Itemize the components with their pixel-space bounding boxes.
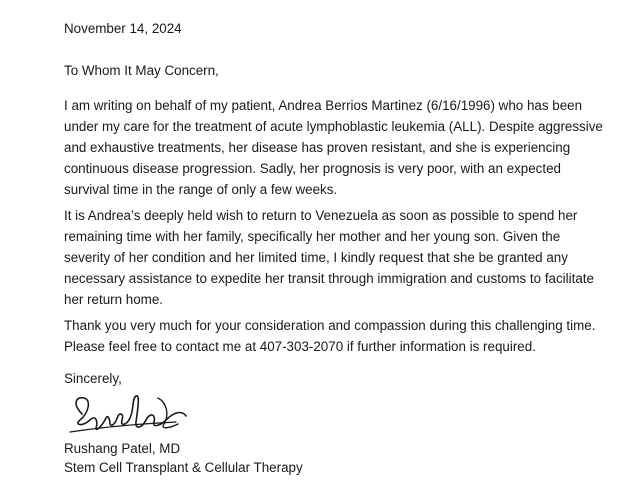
- paragraph-thanks: [64, 315, 595, 357]
- paragraph-line: under my care for the treatment of acute lymphoblastic leukemia (ALL). Despite aggressive: [64, 119, 603, 134]
- closing: Sincerely,: [64, 371, 122, 386]
- paragraph-line: Please feel free to contact me at 407-303-2070 if further information is required.: [64, 339, 536, 354]
- paragraph-line: her return home.: [64, 292, 163, 307]
- paragraph-line: remaining time with her family, specifically her mother and her young son. Given the: [64, 229, 561, 244]
- paragraph-line: continuous disease progression. Sadly, her prognosis is very poor, with an expected: [64, 161, 561, 176]
- paragraph-line: survival time in the range of only a few weeks.: [64, 182, 338, 197]
- paragraph-line: severity of her condition and her limited time, I kindly request that she be granted any: [64, 250, 568, 265]
- paragraph-line: Thank you very much for your consideration and compassion during this challenging time.: [64, 318, 596, 333]
- signer-name: Rushang Patel, MD: [64, 441, 181, 456]
- paragraph-line: necessary assistance to expedite her transit through immigration and customs to facilitate: [64, 271, 594, 286]
- paragraph-line: I am writing on behalf of my patient, Andrea Berrios Martinez (6/16/1996) who has been: [64, 98, 583, 113]
- paragraph-request: [64, 205, 594, 310]
- paragraph-line: It is Andrea’s deeply held wish to return to Venezuela as soon as possible to spend her: [64, 208, 578, 223]
- paragraph-patient-condition: [64, 95, 603, 200]
- salutation: To Whom It May Concern,: [64, 63, 219, 78]
- signer-department: Stem Cell Transplant & Cellular Therapy: [64, 460, 303, 475]
- handwritten-signature: [66, 388, 196, 438]
- paragraph-line: and exhaustive treatments, her disease has proven resistant, and she is experiencing: [64, 140, 571, 155]
- letter-date: November 14, 2024: [64, 21, 182, 36]
